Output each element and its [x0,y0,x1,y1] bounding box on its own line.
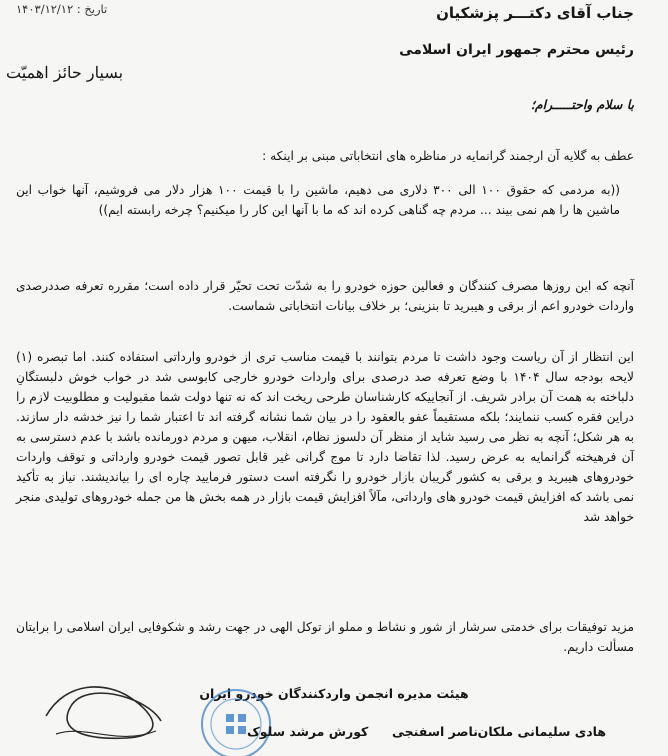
closing-paragraph: مزید توفیقات برای خدمتی سرشار از شور و نشاط و مملو از توکل الهی در جهت رشد و شکوفایی ایران اسلامی را برایتان مسألت داریم. [16,620,634,654]
board-title: هیئت مدیره انجمن واردکنندگان خودرو ایران [199,686,469,701]
intro-paragraph: عطف به گلایه آن ارجمند گرانمایه در مناظره های انتخاباتی مبنی بر اینکه : [262,149,634,163]
addressee-name: جناب آقای دکتـــر پزشکیان [436,4,634,22]
letter-date: تاریخ : ۱۴۰۳/۱۲/۱۲ [16,2,108,16]
body-paragraph-2: این انتظار از آن ریاست وجود داشت تا مردم بتوانند با قیمت مناسب تری از خودرو وارداتی استفاده کنند. اما تبصره (۱) لایحه بودجه سال ۱۴۰۴ با وضع تعرفه صد درصدی برای واردات خودرو خارجی کابوسی شد در خواب خوش دلبستگانِ دلباخته به همت آن برادر شریف. از آنجاییکه کارشناسان طرحی ریخت اند که نه تنها دولت شما مقبولیت و مطلوبیت لازم را دراین فقره کسب ننمایند؛ بلکه مستقیماً عفو بالعقود را در بیان شما نشانه گرفته اند تا اعتبار شما را نیز خدشه دار سازند. به هر شکل؛ آنچه به نظر می رسید شاید از منظر آن دلسوز نظام، انقلاب، میهن و مردم دورمانده باشد با عدم دسترسی به آن فرهیخته گرانمایه به عرض رسید. لذا تقاضا دارد تا موج گرانی غیر قابل تصور قیمت خودرو وارداتی و توقف واردات خودروهای هیبرید و برقی به کشور گریبان بازار خودرو را نگرفته است دستور فرمایید چاره ای را بیاندیشند. نیاز به تأکید نمی باشد که افزایش قیمت خودرو های وارداتی، مآلاً افزایش قیمت بازار در همه بخش ها من جمله خودروهای تولیدی منجر خواهد شد [16,350,634,524]
urgency-note: بسیار حائز اهمیّت [6,63,124,82]
salutation: با سلام واحتـــــرام؛ [530,97,634,112]
addressee-title: رئیس محترم جمهور ایران اسلامی [399,42,634,58]
body-paragraph-1: آنچه که این روزها مصرف کنندگان و فعالین حوزه خودرو را به شدّت تحت تحیّر قرار داده است؛ مقرره تعرفه صددرصدی واردات خودرو اعم از برقی و هیبرید تا بنزینی؛ بر خلاف بیانات انتخاباتی شماست. [16,279,634,313]
signatory-3: کورش مرشد سلوک [247,724,369,739]
quote-paragraph: ((به مردمی که حقوق ۱۰۰ الی ۳۰۰ دلاری می دهیم، ماشین را با قیمت ۱۰۰ هزار دلار می فروشیم، آنها خواب این ماشین ها را هم نمی بیند ... مردم چه گناهی کرده اند که ما با آنها این کار را میکنیم؟ چرخه رابسته ایم)) [16,183,621,217]
signature-scribble-icon [36,676,176,750]
signatory-2: ناصر اسفنجی [392,724,478,739]
signatory-1: هادی سلیمانی ملکان [477,724,606,739]
stamp-seal-icon [176,676,296,756]
